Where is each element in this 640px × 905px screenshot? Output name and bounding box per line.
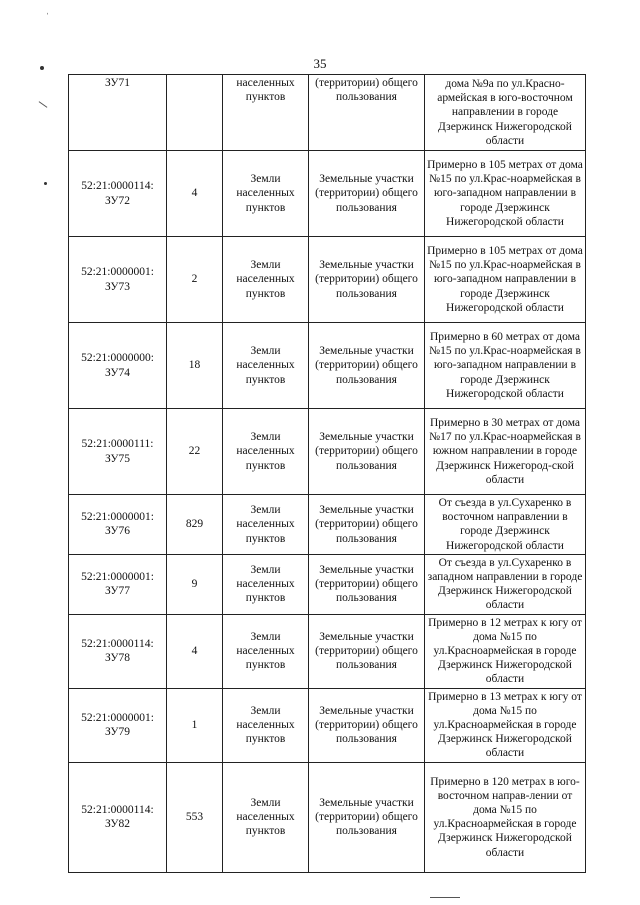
table-row	[69, 151, 586, 237]
location-cell: Примерно в 120 метрах в юго-восточном направ-лении от дома №15 по ул.Красноармейская в городе Дзержинск Нижегородской области	[425, 762, 586, 872]
cadastral-number-cell: 52:21:0000001: ЗУ77	[69, 554, 167, 614]
location-cell: Примерно в 12 метрах к югу от дома №15 по ул.Красноармейская в городе Дзержинск Нижегородской области	[425, 614, 586, 688]
table-row	[69, 409, 586, 495]
cadastral-number-cell: 52:21:0000000: ЗУ74	[69, 323, 167, 409]
cadastral-number-cell: ЗУ71	[69, 75, 167, 151]
table-row	[69, 554, 586, 614]
table-row	[69, 688, 586, 762]
location-cell: Примерно в 30 метрах от дома №17 по ул.Крас-ноармейская в южном направлении в городе Дзержинск Нижегород-ской области	[425, 409, 586, 495]
permitted-use-cell: Земельные участки (территории) общего пользования	[309, 614, 425, 688]
table-row	[69, 323, 586, 409]
area-cell: 553	[167, 762, 223, 872]
area-cell: 22	[167, 409, 223, 495]
land-category-cell: Земли населенных пунктов	[223, 688, 309, 762]
location-cell: Примерно в 105 метрах от дома №15 по ул.Крас-ноармейская в юго-западном направлении в городе Дзержинск Нижегородской области	[425, 151, 586, 237]
area-cell: 4	[167, 151, 223, 237]
permitted-use-cell: Земельные участки (территории) общего пользования	[309, 323, 425, 409]
margin-dot	[44, 182, 47, 185]
cadastral-number-cell: 52:21:0000111: ЗУ75	[69, 409, 167, 495]
table-row	[69, 495, 586, 555]
table-row	[69, 762, 586, 872]
permitted-use-cell: Земельные участки (территории) общего пользования	[309, 554, 425, 614]
cadastral-number-cell: 52:21:0000114: ЗУ72	[69, 151, 167, 237]
area-cell: 1	[167, 688, 223, 762]
land-category-cell: Земли населенных пунктов	[223, 495, 309, 555]
land-category-cell: Земли населенных пунктов	[223, 237, 309, 323]
cadastral-number-cell: 52:21:0000001: ЗУ76	[69, 495, 167, 555]
land-category-cell: Земли населенных пунктов	[223, 409, 309, 495]
margin-mark: ˈ	[46, 12, 50, 23]
permitted-use-cell: Земельные участки (территории) общего пользования	[309, 237, 425, 323]
land-plots-table	[68, 74, 586, 873]
cadastral-number-cell: 52:21:0000114: ЗУ78	[69, 614, 167, 688]
land-category-cell: Земли населенных пунктов	[223, 554, 309, 614]
cadastral-number-cell: 52:21:0000001: ЗУ73	[69, 237, 167, 323]
area-cell: 829	[167, 495, 223, 555]
land-category-cell: Земли населенных пунктов	[223, 323, 309, 409]
cadastral-number-cell: 52:21:0000001: ЗУ79	[69, 688, 167, 762]
permitted-use-cell: Земельные участки (территории) общего пользования	[309, 762, 425, 872]
land-category-cell: Земли населенных пунктов	[223, 151, 309, 237]
margin-mark	[39, 101, 48, 108]
permitted-use-cell: (территории) общего пользования	[309, 75, 425, 151]
area-cell: 18	[167, 323, 223, 409]
land-category-cell: населенных пунктов	[223, 75, 309, 151]
table-row	[69, 614, 586, 688]
table-row	[69, 237, 586, 323]
location-cell: Примерно в 60 метрах от дома №15 по ул.Крас-ноармейская в юго-западном направлении в городе Дзержинск Нижегородской области	[425, 323, 586, 409]
location-cell: От съезда в ул.Сухаренко в восточном направлении в городе Дзержинск Нижегородской области	[425, 495, 586, 555]
land-category-cell: Земли населенных пунктов	[223, 614, 309, 688]
land-category-cell: Земли населенных пунктов	[223, 762, 309, 872]
area-cell	[167, 75, 223, 151]
cadastral-number-cell: 52:21:0000114: ЗУ82	[69, 762, 167, 872]
location-cell: Примерно в 13 метрах к югу от дома №15 по ул.Красноармейская в городе Дзержинск Нижегородской области	[425, 688, 586, 762]
area-cell: 9	[167, 554, 223, 614]
permitted-use-cell: Земельные участки (территории) общего пользования	[309, 151, 425, 237]
table-row	[69, 75, 586, 151]
location-cell: Примерно в 105 метрах от дома №15 по ул.Крас-ноармейская в юго-западном направлении в городе Дзержинск Нижегородской области	[425, 237, 586, 323]
permitted-use-cell: Земельные участки (территории) общего пользования	[309, 495, 425, 555]
permitted-use-cell: Земельные участки (территории) общего пользования	[309, 688, 425, 762]
permitted-use-cell: Земельные участки (территории) общего пользования	[309, 409, 425, 495]
area-cell: 2	[167, 237, 223, 323]
location-cell: дома №9а по ул.Красно-армейская в юго-восточном направлении в городе Дзержинск Нижегородской области	[425, 75, 586, 151]
area-cell: 4	[167, 614, 223, 688]
margin-mark	[430, 897, 460, 898]
page-number: 35	[313, 56, 327, 71]
location-cell: От съезда в ул.Сухаренко в западном направлении в городе Дзержинск Нижегородской области	[425, 554, 586, 614]
